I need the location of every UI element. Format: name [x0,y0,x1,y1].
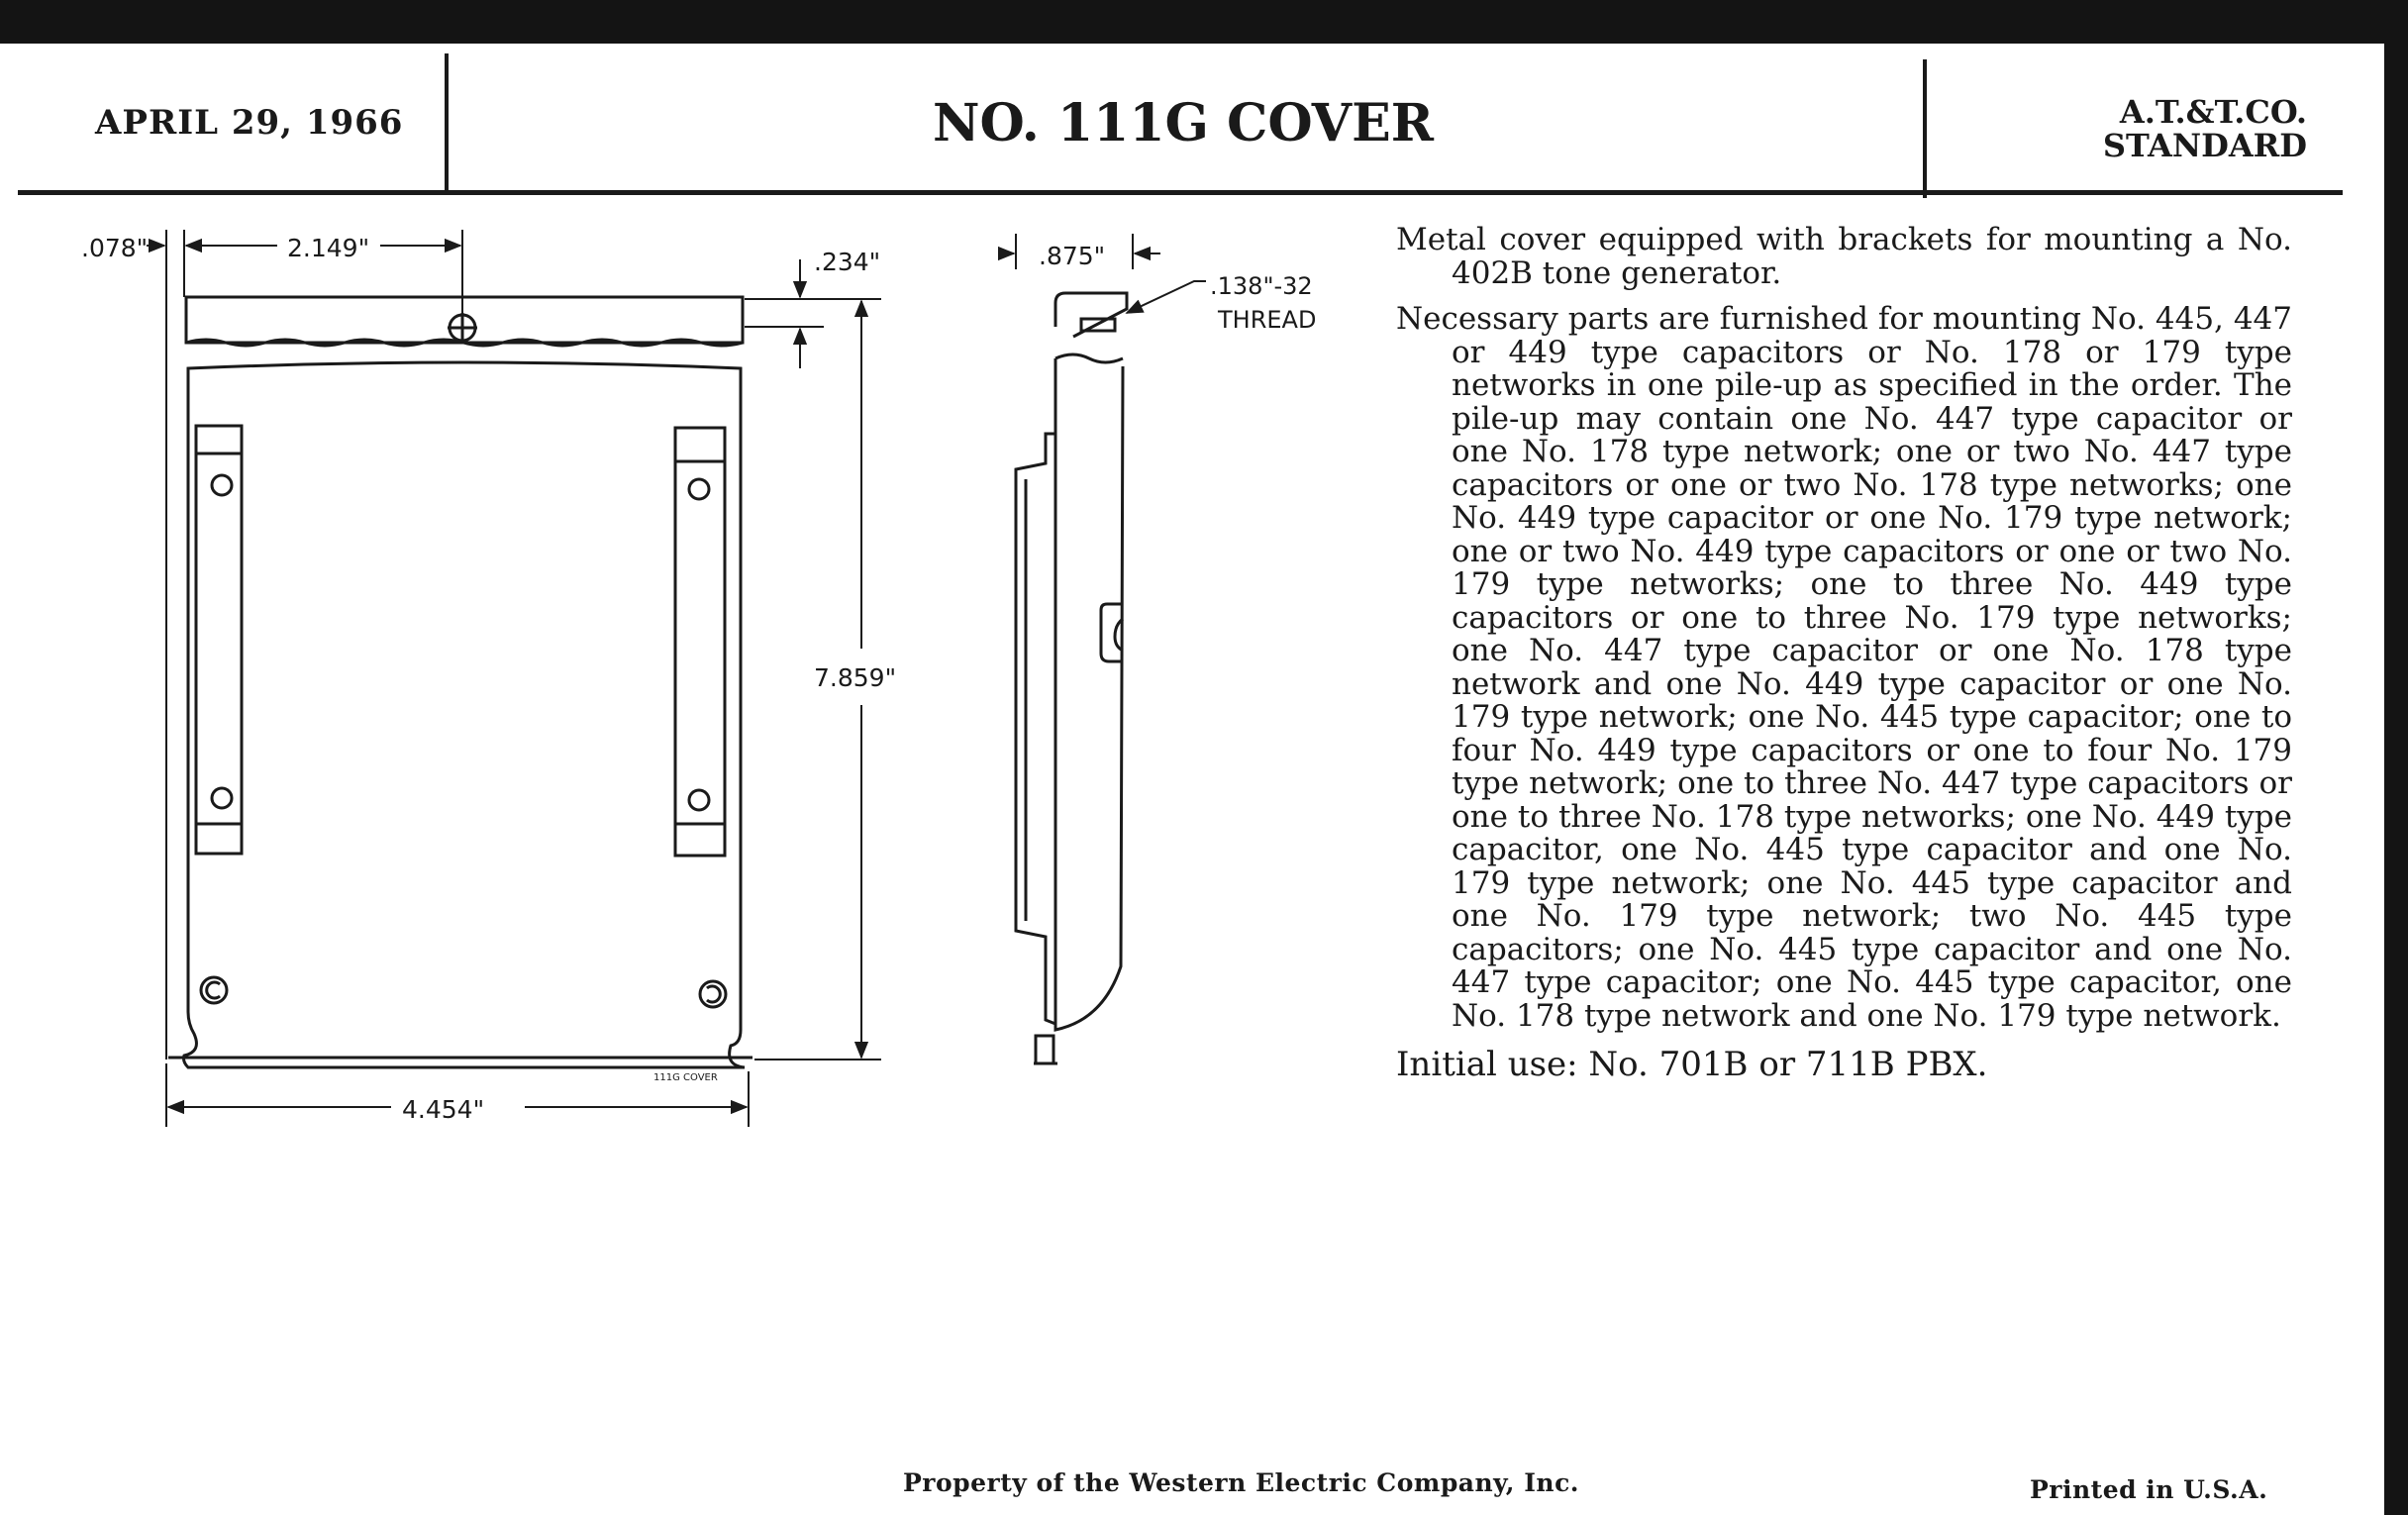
side-foot [1036,1036,1054,1063]
property-notice: Property of the Western Electric Company, Inc. [903,1468,1580,1497]
description-paragraph-2: Necessary parts are furnished for mounting No. 445, 447 or 449 type capacitors or No. 178 or 179 type networks in one pile-up as specified in the order. The pile-up may contain one No. 447 type capacitor or one No. 178 type network; one or two No. 447 type capacitors or one or two No. 178 type networks; one No. 449 type capacitor or one No. 179 type network; one or two No. 449 type capacitors or one or two No. 179 type networks; one to three No. 449 type capacitors or one to three No. 179 type networks; one No. 447 type capacitor or one No. 178 type network and one No. 449 type capacitor or one No. 179 type network; one No. 445 type capacitor; one to four No. 449 type capacitors or one to four No. 179 type network; one to three No. 447 type capacitors or one to three No. 178 type networks; one No. 449 type capacitor, one No. 445 type capacitor and one No. 179 type network; one No. 445 type capacitor and one No. 179 type network; two No. 445 type capacitors; one No. 445 type capacitor and one No. 447 type capacitor; one No. 445 type capacitor, one No. 178 type network and one No. 179 type network. [1396,301,2292,1034]
thread-label: THREAD [1218,306,1317,334]
side-mount-flange [1016,434,1055,1024]
page-title: NO. 111G COVER [932,93,1434,153]
issue-date: APRIL 29, 1966 [95,103,404,143]
left-bracket-hole-bottom [212,788,232,808]
cover-outline [184,362,746,1067]
part-stamp: 111G COVER [653,1072,718,1083]
dim-width-label: 4.454" [402,1095,485,1124]
thread-size-label: .138"-32 [1210,272,1313,300]
right-bracket-hole-top [689,479,709,499]
right-bracket-hole-bottom [689,790,709,810]
dim-875-label: .875" [1039,242,1106,270]
left-corner-stud-mark [207,982,220,998]
right-corner-stud-mark [707,986,720,1002]
side-hook [1101,604,1123,661]
dim-078-label: .078" [81,234,149,262]
front-view [168,297,752,1067]
left-bracket-hole-top [212,475,232,495]
standard-mark-line-2: STANDARD [2102,127,2307,164]
description [1396,224,2292,1095]
printed-notice: Printed in U.S.A. [2030,1475,2268,1504]
description-paragraph-1: Metal cover equipped with brackets for mounting a No. 402B tone generator. [1396,222,2292,291]
side-view [1016,293,1127,1063]
side-profile [1055,358,1123,1030]
initial-use-note: Initial use: No. 701B or 711B PBX. [1396,1045,1988,1084]
thread-leader [1127,281,1206,313]
dim-height-label: 7.859" [814,663,897,692]
dim-234-label: .234" [814,248,881,276]
dim-2149-label: 2.149" [287,234,370,262]
standard-mark-line-1: A.T.&T.CO. [2119,93,2307,131]
top-mounting-strip [186,297,743,343]
side-top-break [1055,354,1123,362]
